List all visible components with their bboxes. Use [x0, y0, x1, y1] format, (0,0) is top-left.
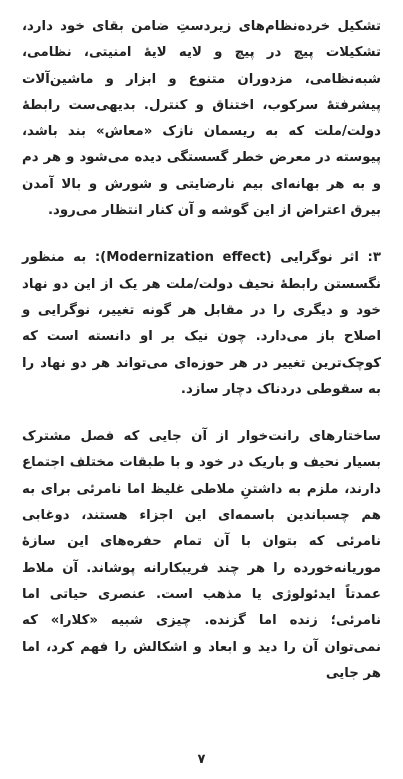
- paragraph-3: [22, 424, 381, 687]
- page-number: ۷: [197, 752, 206, 767]
- section-heading-modernization-effect: ۳: اثر نوگرایی (Modernization effect):: [94, 250, 381, 266]
- paragraph-3-text: ساختارهای رانت‌خوار از آن جایی که فصل مشترک بسیار نحیف و باریک در خود و با طبقات مختلف اجتماع دارند، ملزم به داشتنِ ملاطی غلیظ اما نامرئی برای به هم چسباندین باسمه‌ای این اجزاء هستند، دوغابی نامرئی که بتوان با آن تمام حفره‌های این سازهٔ موریانه‌خورده را هر چند فریبکارانه پوشاند. آن ملاط عمدتاً ایدئولوژی یا مذهب است. عنصری حیاتی اما نامرئی؛ زنده اما گزنده. چیزی شبیه «کلارا» که نمی‌توان آن را دید و ابعاد و اشکالش را فهم کرد، اما هر جایی: [22, 429, 381, 681]
- paragraph-1-text: تشکیل خرده‌نظام‌های زیردستِ ضامن بقای خود دارد، تشکیلات پیچ در پیچ و لایه لایهٔ امنیتی، نظامی، شبه‌نظامی، مزدوران متنوع و ابزار و ماشین‌آلات پیشرفتهٔ سرکوب، اختناق و کنترل. بدیهی‌ست رابطهٔ دولت/ملت که به ریسمان نازک «معاش» بند باشد، پیوسته در معرض خطر گسستگی دیده می‌شود و هر دم و به هر بهانه‌ای بیم نارضایتی و شورش و بالا آمدن بیرق اعتراض از این گوشه و آن کنار انتظار می‌رود.: [22, 19, 381, 219]
- paragraph-2: [22, 245, 381, 403]
- paragraph-2-text: به منظور نگسستن رابطهٔ نحیف دولت/ملت هر یک از این دو نهاد خود و دیگری را در مقابل هر گونه تغییر، نوگرایی و اصلاح باز می‌دارد. چون نیک بر او دانسته است که کوچک‌ترین تغییر در هر حوزه‌ای می‌تواند هر دو نهاد را به سقوطی دردناک دچار سازد.: [22, 250, 381, 397]
- paragraph-1: [22, 14, 381, 224]
